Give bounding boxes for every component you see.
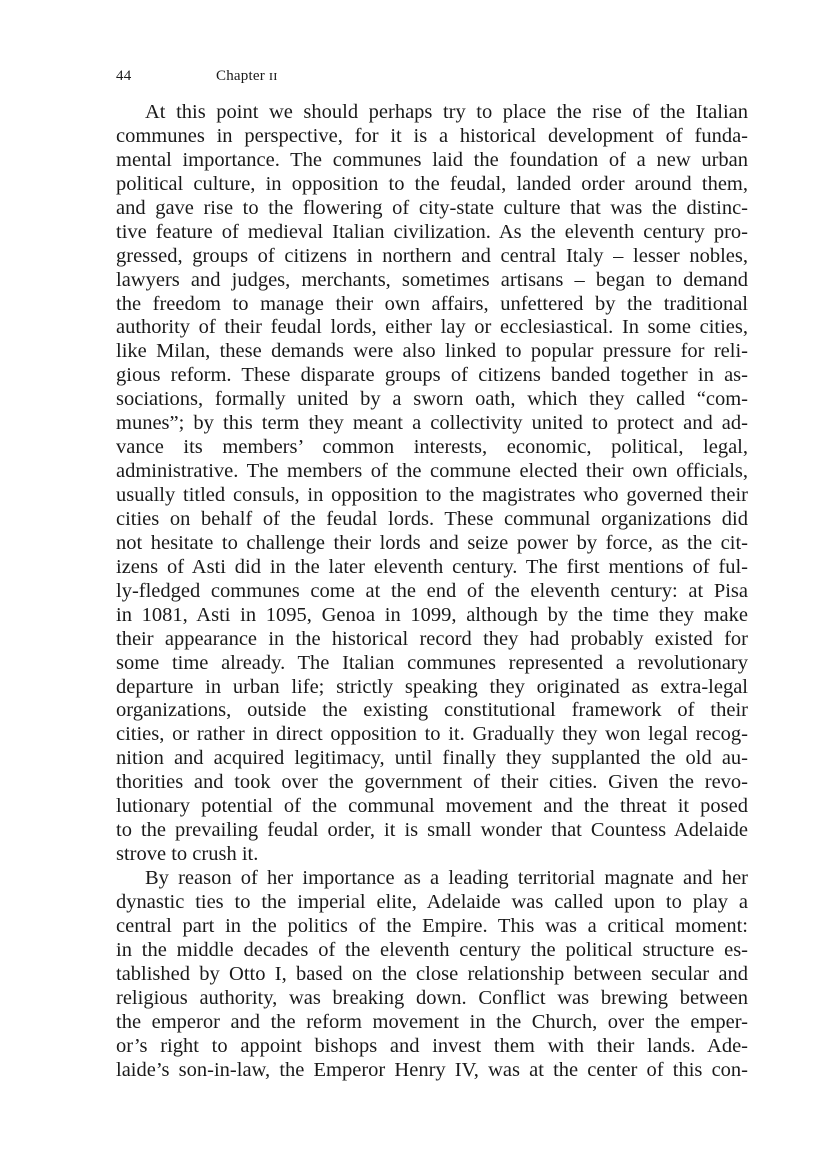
text-line: tablished by Otto I, based on the close relationship between secular and bbox=[116, 962, 748, 985]
text-line: laide’s son-in-law, the Emperor Henry IV, was at the center of this con- bbox=[116, 1058, 748, 1081]
text-line: the freedom to manage their own affairs, unfettered by the traditional bbox=[116, 292, 748, 315]
chapter-title: Chapter ɪɪ bbox=[216, 68, 278, 84]
body-text bbox=[116, 101, 748, 1082]
page-number: 44 bbox=[116, 68, 132, 84]
paragraph bbox=[116, 867, 748, 1082]
text-line: gressed, groups of citizens in northern and central Italy – lesser nobles, bbox=[116, 244, 748, 267]
text-line: usually titled consuls, in opposition to the magistrates who governed their bbox=[116, 484, 748, 506]
text-line: nition and acquired legitimacy, until finally they supplanted the old au- bbox=[116, 747, 748, 770]
text-line: central part in the politics of the Empire. This was a critical moment: bbox=[116, 914, 748, 937]
text-line: cities on behalf of the feudal lords. These communal organizations did bbox=[116, 507, 748, 530]
text-line: in 1081, Asti in 1095, Genoa in 1099, although by the time they make bbox=[116, 603, 748, 626]
text-line: thorities and took over the government of their cities. Given the revo- bbox=[116, 771, 748, 794]
text-line: departure in urban life; strictly speaking they originated as extra-legal bbox=[116, 675, 748, 698]
text-line: By reason of her importance as a leading territorial magnate and her bbox=[145, 867, 748, 889]
text-line: lutionary potential of the communal movement and the threat it posed bbox=[116, 795, 748, 818]
text-line: communes in perspective, for it is a historical development of funda- bbox=[116, 124, 748, 147]
text-line: not hesitate to challenge their lords and seize power by force, as the cit- bbox=[116, 531, 748, 554]
text-line: dynastic ties to the imperial elite, Adelaide was called upon to play a bbox=[116, 890, 748, 913]
text-line: gious reform. These disparate groups of citizens banded together in as- bbox=[116, 364, 748, 387]
text-line: like Milan, these demands were also linked to popular pressure for reli- bbox=[116, 340, 748, 363]
text-line: munes”; by this term they meant a collectivity united to protect and ad- bbox=[116, 412, 748, 435]
text-line: administrative. The members of the commune elected their own officials, bbox=[116, 460, 748, 483]
text-line: cities, or rather in direct opposition to it. Gradually they won legal recog- bbox=[116, 723, 748, 746]
paragraph bbox=[116, 101, 748, 867]
text-line: sociations, formally united by a sworn oath, which they called “com- bbox=[116, 388, 748, 411]
text-line: vance its members’ common interests, economic, political, legal, bbox=[116, 436, 748, 459]
text-line: their appearance in the historical record they had probably existed for bbox=[116, 627, 748, 650]
text-line: authority of their feudal lords, either lay or ecclesiastical. In some cities, bbox=[116, 316, 748, 339]
text-line: mental importance. The communes laid the foundation of a new urban bbox=[116, 148, 748, 171]
text-line: organizations, outside the existing constitutional framework of their bbox=[116, 699, 748, 722]
text-line: the emperor and the reform movement in the Church, over the emper- bbox=[116, 1010, 748, 1033]
text-line: tive feature of medieval Italian civilization. As the eleventh century pro- bbox=[116, 220, 748, 243]
text-line: izens of Asti did in the later eleventh century. The first mentions of ful- bbox=[116, 555, 748, 578]
text-line: to the prevailing feudal order, it is small wonder that Countess Adelaide bbox=[116, 819, 748, 842]
text-line: ly-fledged communes come at the end of the eleventh century: at Pisa bbox=[116, 579, 748, 602]
text-line: political culture, in opposition to the feudal, landed order around them, bbox=[116, 172, 748, 195]
text-line: religious authority, was breaking down. Conflict was brewing between bbox=[116, 986, 748, 1009]
text-line: or’s right to appoint bishops and invest them with their lands. Ade- bbox=[116, 1034, 748, 1057]
text-line: and gave rise to the flowering of city-state culture that was the distinc- bbox=[116, 196, 748, 219]
text-line: in the middle decades of the eleventh century the political structure es- bbox=[116, 938, 748, 961]
text-line: some time already. The Italian communes represented a revolutionary bbox=[116, 651, 748, 674]
text-line: At this point we should perhaps try to place the rise of the Italian bbox=[145, 101, 748, 123]
text-line: lawyers and judges, merchants, sometimes artisans – began to demand bbox=[116, 268, 748, 291]
text-line: strove to crush it. bbox=[116, 843, 259, 866]
running-head bbox=[116, 66, 278, 86]
